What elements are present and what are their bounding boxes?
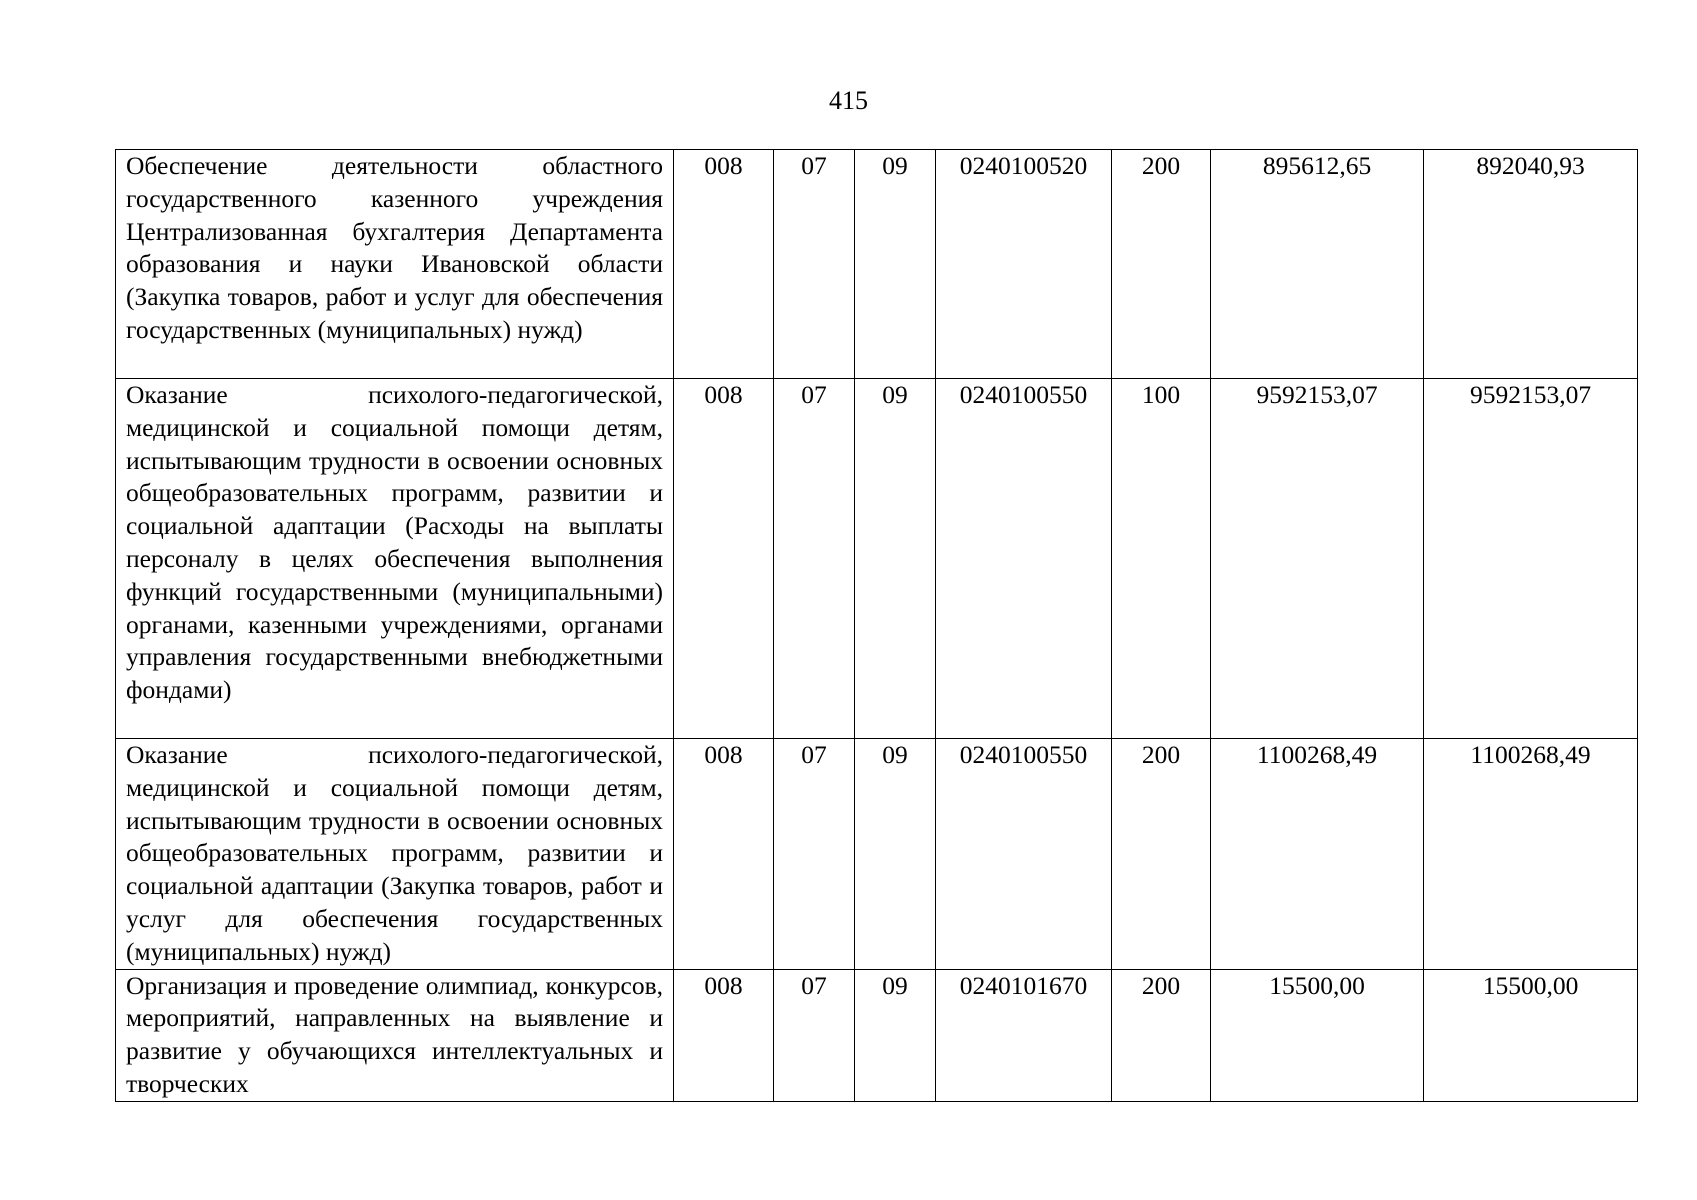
target-article-code: 0240100520 bbox=[936, 150, 1112, 379]
amount-2: 892040,93 bbox=[1424, 150, 1638, 379]
expense-type-code: 200 bbox=[1112, 150, 1211, 379]
ministry-code: 008 bbox=[674, 969, 774, 1101]
ministry-code: 008 bbox=[674, 379, 774, 739]
row-description: Оказание психолого-педагогической, медицинской и социальной помощи детям, испытывающим трудности в освоении основных общеобразовательных программ, развитии и социальной адаптации (Закупка товаров, работ и услуг для обеспечения государственных (муниципальных) нужд) bbox=[116, 739, 674, 970]
target-article-code: 0240100550 bbox=[936, 739, 1112, 970]
ministry-code: 008 bbox=[674, 150, 774, 379]
amount-1: 15500,00 bbox=[1211, 969, 1424, 1101]
subsection-code: 09 bbox=[855, 379, 936, 739]
row-description: Организация и проведение олимпиад, конкурсов, мероприятий, направленных на выявление и развитие у обучающихся интеллектуальных и творческих bbox=[116, 969, 674, 1101]
expense-type-code: 200 bbox=[1112, 969, 1211, 1101]
section-code: 07 bbox=[774, 150, 855, 379]
amount-1: 895612,65 bbox=[1211, 150, 1424, 379]
section-code: 07 bbox=[774, 379, 855, 739]
target-article-code: 0240101670 bbox=[936, 969, 1112, 1101]
table-row bbox=[116, 739, 1638, 970]
subsection-code: 09 bbox=[855, 739, 936, 970]
table-row bbox=[116, 969, 1638, 1101]
amount-1: 9592153,07 bbox=[1211, 379, 1424, 739]
amount-2: 9592153,07 bbox=[1424, 379, 1638, 739]
ministry-code: 008 bbox=[674, 739, 774, 970]
amount-2: 15500,00 bbox=[1424, 969, 1638, 1101]
page-number: 415 bbox=[829, 86, 868, 115]
row-description: Обеспечение деятельности областного государственного казенного учреждения Централизованная бухгалтерия Департамента образования и науки Ивановской области (Закупка товаров, работ и услуг для обеспечения государственных (муниципальных) нужд) bbox=[116, 150, 674, 379]
budget-table bbox=[115, 149, 1638, 1102]
section-code: 07 bbox=[774, 969, 855, 1101]
subsection-code: 09 bbox=[855, 969, 936, 1101]
table-row bbox=[116, 379, 1638, 739]
expense-type-code: 100 bbox=[1112, 379, 1211, 739]
table-row bbox=[116, 150, 1638, 379]
expense-type-code: 200 bbox=[1112, 739, 1211, 970]
target-article-code: 0240100550 bbox=[936, 379, 1112, 739]
section-code: 07 bbox=[774, 739, 855, 970]
row-description: Оказание психолого-педагогической, медицинской и социальной помощи детям, испытывающим трудности в освоении основных общеобразовательных программ, развитии и социальной адаптации (Расходы на выплаты персоналу в целях обеспечения выполнения функций государственными (муниципальными) органами, казенными учреждениями, органами управления государственными внебюджетными фондами) bbox=[116, 379, 674, 739]
subsection-code: 09 bbox=[855, 150, 936, 379]
amount-1: 1100268,49 bbox=[1211, 739, 1424, 970]
amount-2: 1100268,49 bbox=[1424, 739, 1638, 970]
